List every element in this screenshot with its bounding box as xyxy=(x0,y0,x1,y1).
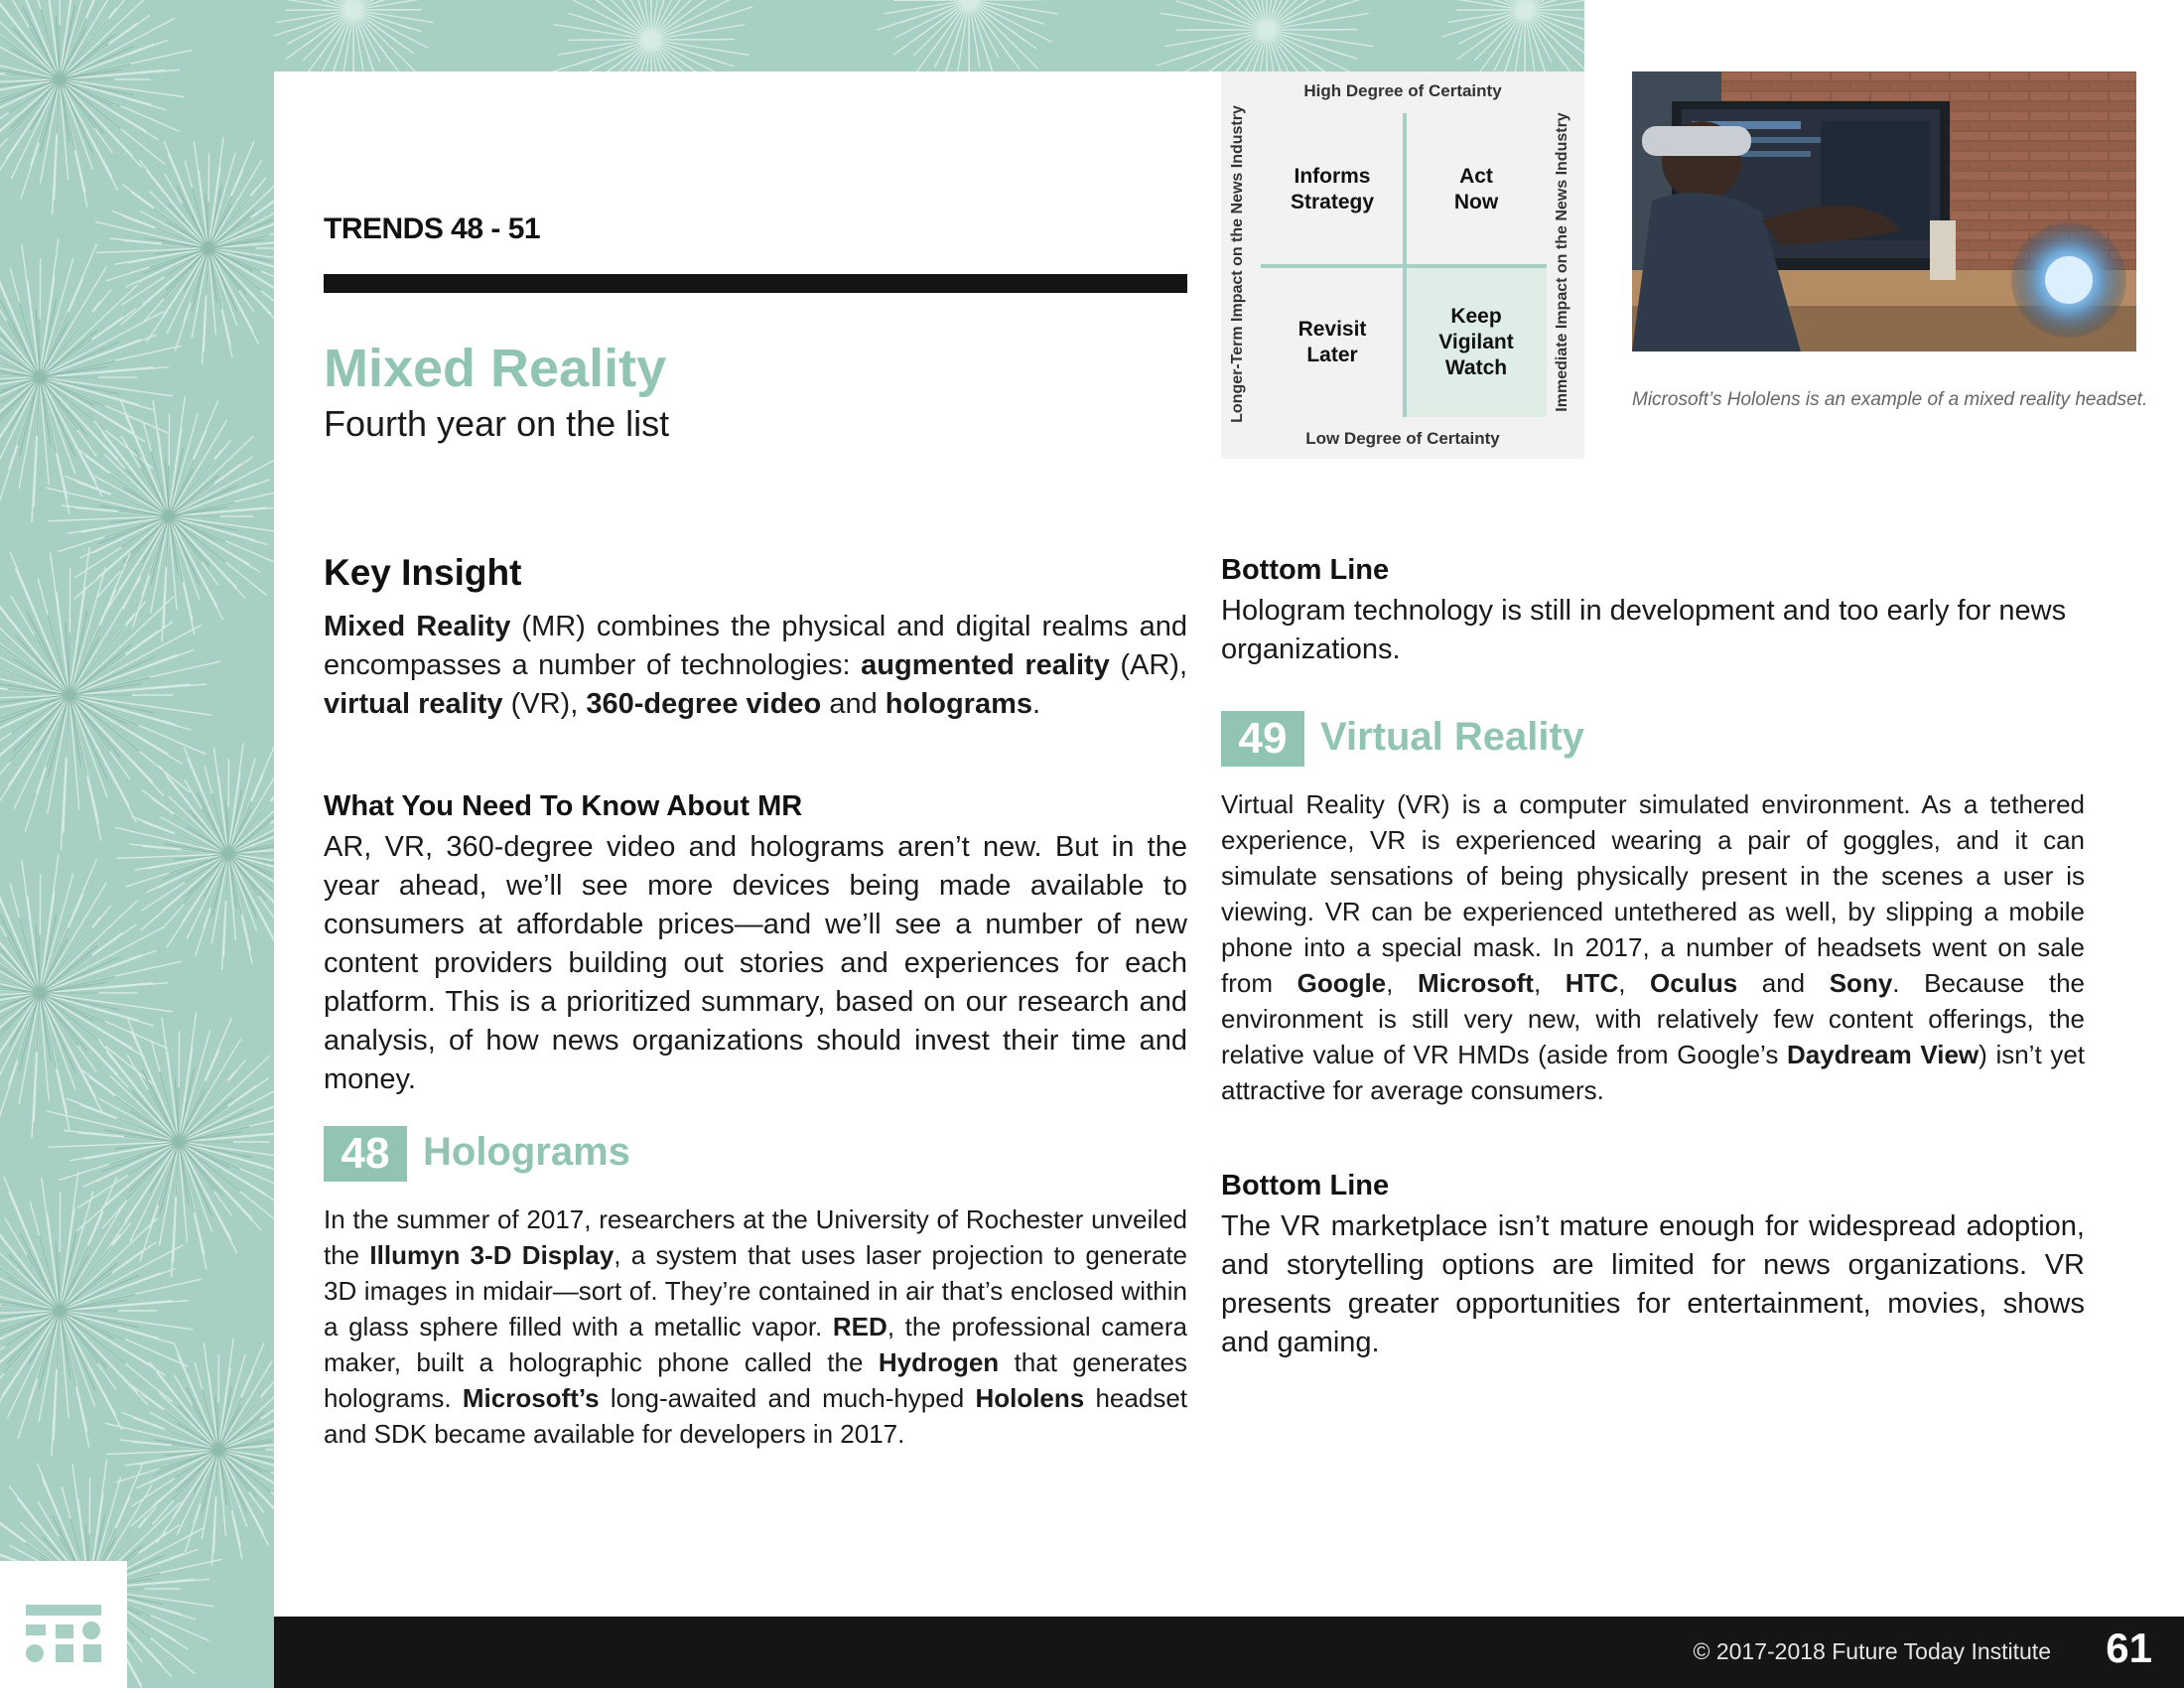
pine-foliage-image-top xyxy=(274,0,1584,71)
pine-foliage-image xyxy=(0,0,274,1688)
matrix-left-label: Longer-Term Impact on the News Industry xyxy=(1229,87,1247,441)
matrix-cell-act-now: Act Now xyxy=(1406,113,1547,266)
what-you-need-heading: What You Need To Know About MR xyxy=(324,790,802,823)
footer-copyright: © 2017-2018 Future Today Institute xyxy=(1694,1638,2051,1665)
matrix-bottom-label: Low Degree of Certainty xyxy=(1221,429,1584,449)
background-foliage-left xyxy=(0,0,274,1688)
background-foliage-top xyxy=(274,0,1584,71)
matrix-cell-keep-vigilant-watch: Keep Vigilant Watch xyxy=(1406,268,1547,417)
key-insight-text: Mixed Reality (MR) combines the physical and digital realms and encompasses a number of technologies: augmented reality (AR), virtual reality (VR), 360-degree video and holograms. xyxy=(324,608,1187,724)
hololens-photo xyxy=(1632,71,2136,352)
bottom-line-text-48: Hologram technology is still in development and too early for news organizations. xyxy=(1221,592,2085,669)
trend-number-badge-48: 48 xyxy=(324,1126,407,1182)
bottom-line-text-49: The VR marketplace isn’t mature enough for widespread adoption, and storytelling options are limited for news organizations. VR presents greater opportunities for entertainment, movies, shows and gaming. xyxy=(1221,1207,2085,1362)
photo-caption: Microsoft’s Hololens is an example of a mixed reality headset. xyxy=(1632,387,2148,412)
fti-logo-icon xyxy=(0,1561,127,1688)
matrix-cell-revisit-later: Revisit Later xyxy=(1261,268,1404,417)
trend-title-holograms: Holograms xyxy=(423,1130,630,1175)
trend-number-badge-49: 49 xyxy=(1221,711,1304,767)
key-insight-heading: Key Insight xyxy=(324,552,521,594)
matrix-right-label: Immediate Impact on the News Industry xyxy=(1554,95,1571,429)
trend-49-text: Virtual Reality (VR) is a computer simulated environment. As a tethered experience, VR is experienced wearing a pair of goggles, and it can simulate sensations of being physically present in the scenes a user is viewing. VR can be experienced untethered as well, by slipping a mobile phone into a special mask. In 2017, a number of headsets went on sale from Google, Microsoft, HTC, Oculus and Sony. Because the environment is still very new, with relatively few content offerings, the relative value of VR HMDs (aside from Google’s Daydream View) isn’t yet attractive for average consumers. xyxy=(1221,786,2085,1108)
hololens-photo-illustration xyxy=(1632,71,2136,352)
fti-logo xyxy=(0,1561,127,1688)
page-subtitle: Fourth year on the list xyxy=(324,403,669,445)
matrix-divider-horizontal xyxy=(1261,264,1547,268)
bottom-line-heading-49: Bottom Line xyxy=(1221,1170,1389,1202)
matrix-cell-informs-strategy: Informs Strategy xyxy=(1261,113,1404,266)
page-title: Mixed Reality xyxy=(324,338,666,399)
trend-48-text: In the summer of 2017, researchers at the University of Rochester unveiled the Illumyn 3-D Display, a system that uses laser projection to generate 3D images in midair—sort of. They’re contained in air that’s enclosed within a glass sphere filled with a metallic vapor. RED, the professional camera maker, built a holographic phone called the Hydrogen that generates holograms. Microsoft’s long-awaited and much-hyped Hololens headset and SDK became available for developers in 2017. xyxy=(324,1201,1187,1452)
bottom-line-heading-48: Bottom Line xyxy=(1221,554,1389,587)
what-you-need-text: AR, VR, 360-degree video and holograms aren’t new. But in the year ahead, we’ll see more devices being made available to consumers at affordable prices—and we’ll see a number of new content providers building out stories and experiences for each platform. This is a prioritized summary, based on our research and analysis, of how news organizations should invest their time and money. xyxy=(324,828,1187,1099)
trend-title-virtual-reality: Virtual Reality xyxy=(1320,715,1584,760)
trends-range-label: TRENDS 48 - 51 xyxy=(324,212,540,246)
page-number: 61 xyxy=(2106,1624,2152,1672)
header-rule xyxy=(324,274,1187,293)
matrix-top-label: High Degree of Certainty xyxy=(1221,81,1584,101)
